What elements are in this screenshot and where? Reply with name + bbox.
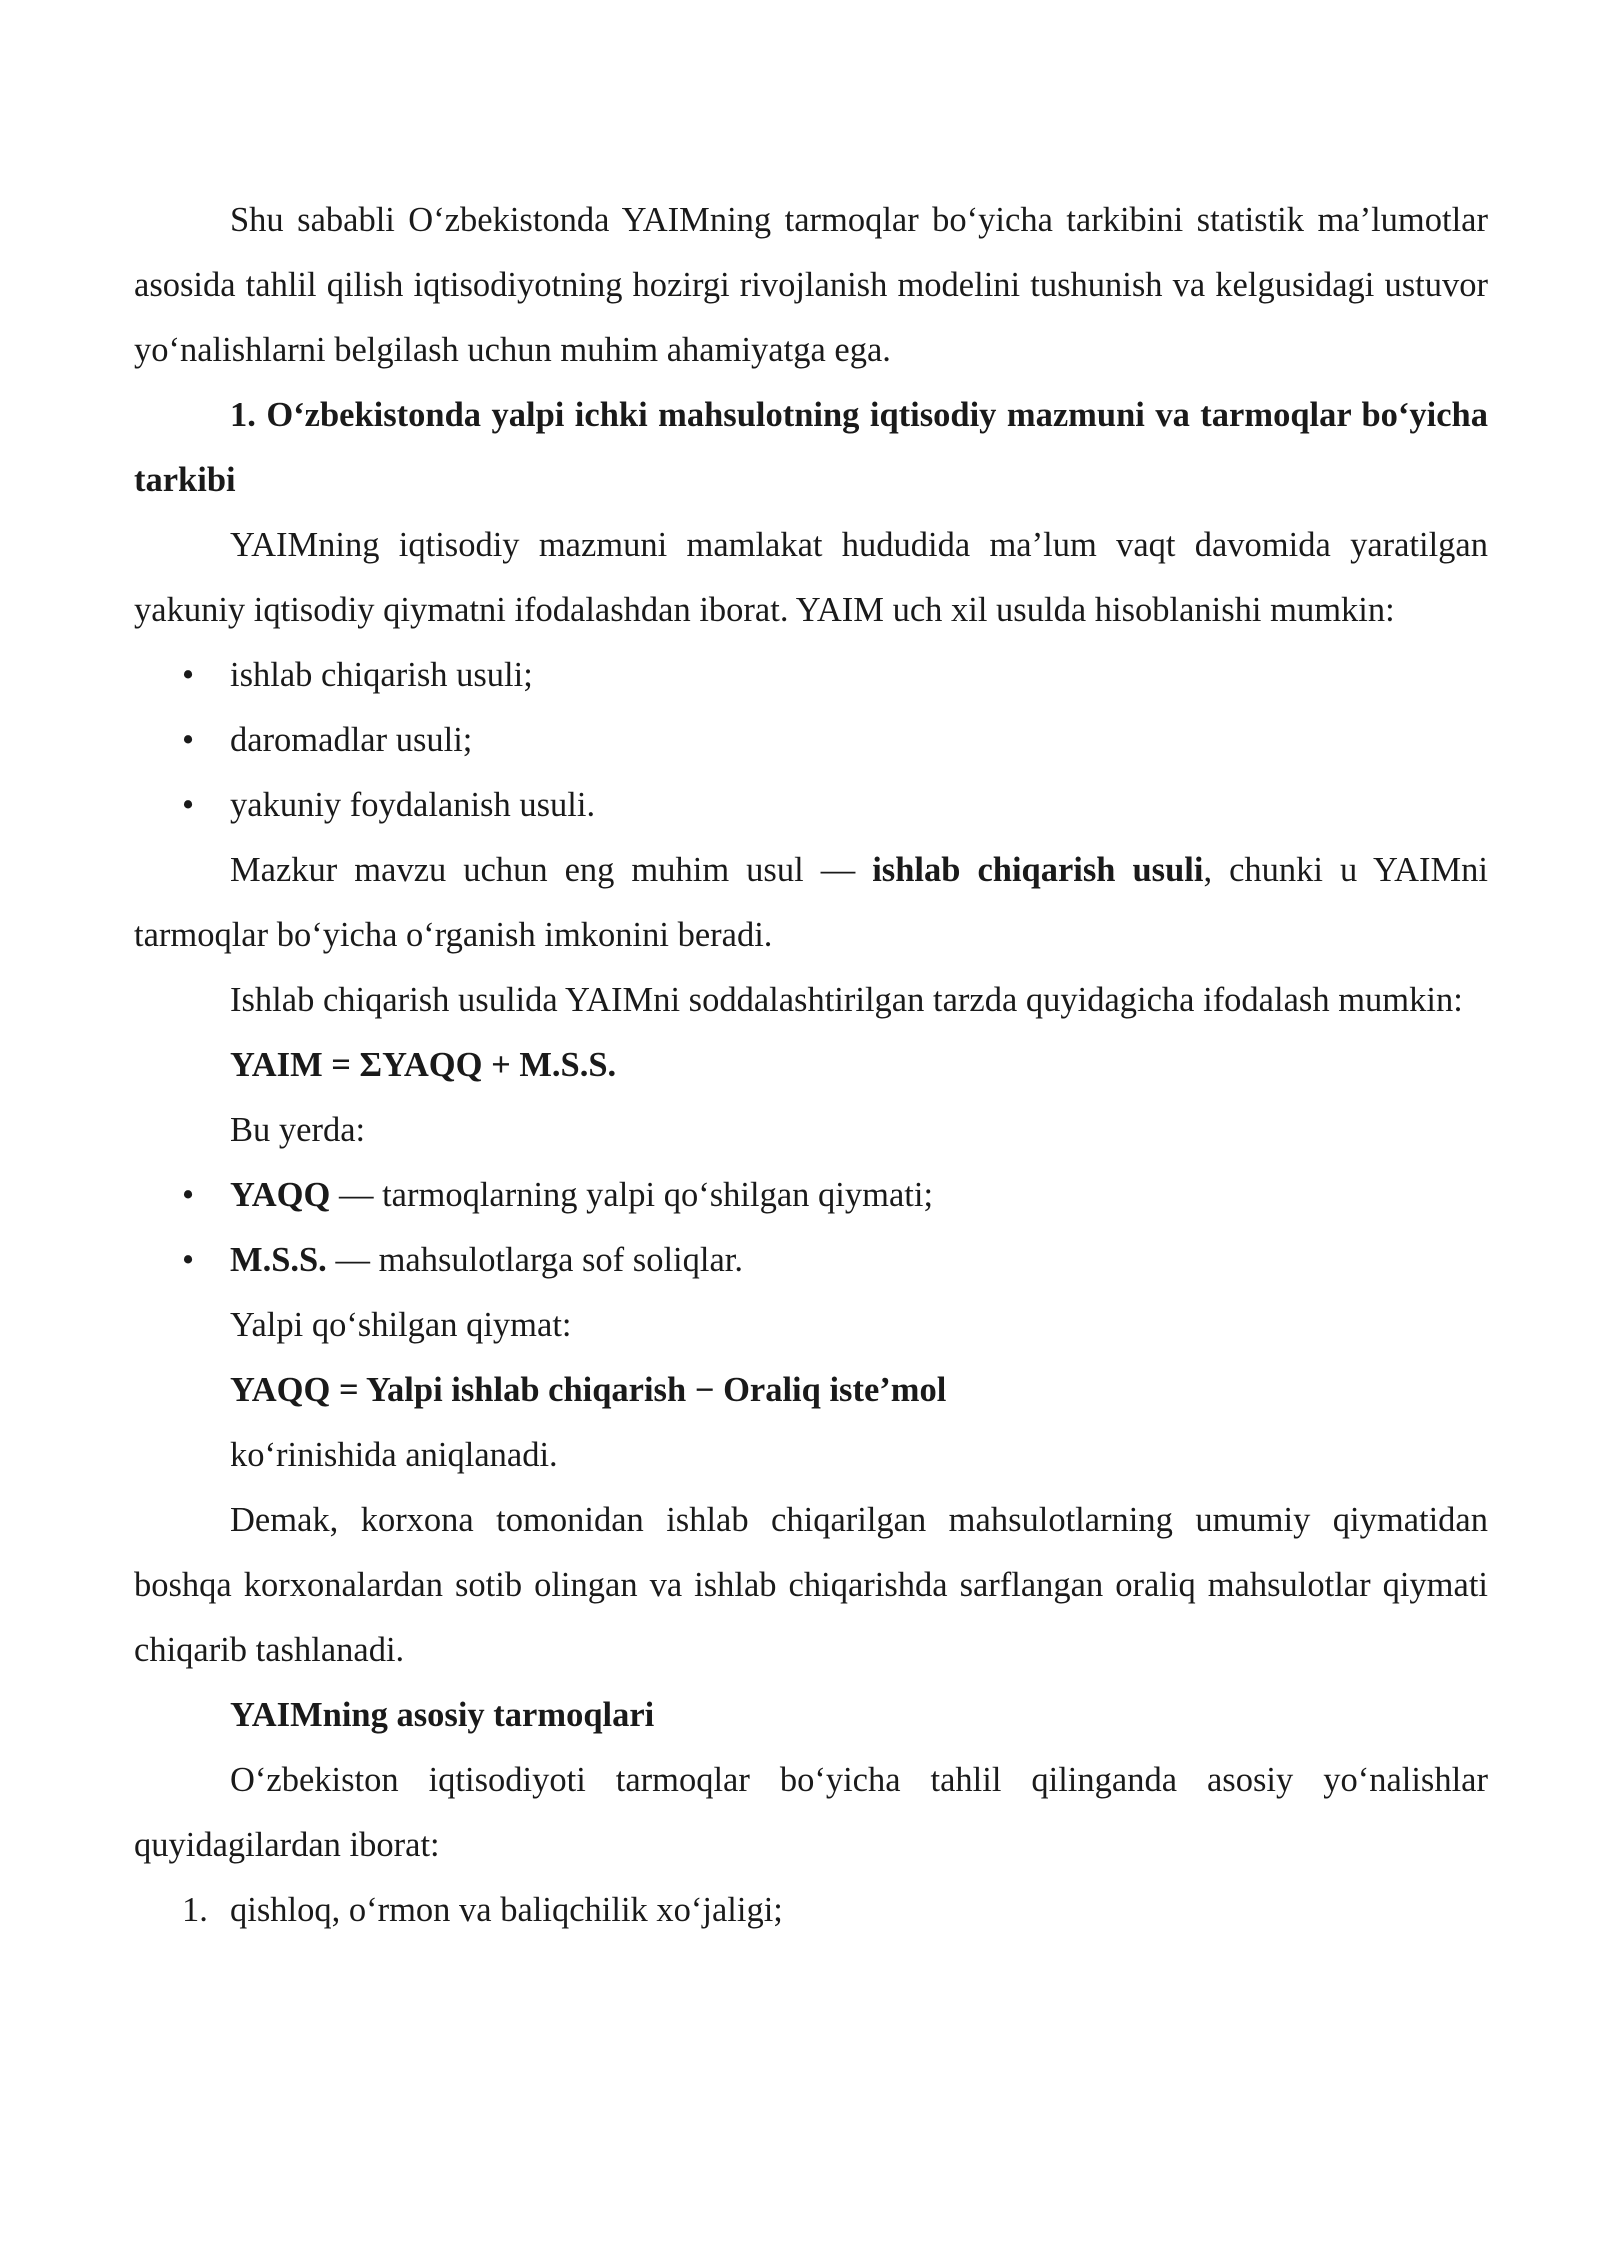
definitions-list: [134, 1163, 1488, 1293]
definition-text: — tarmoqlarning yalpi qo‘shilgan qiymati;: [330, 1176, 934, 1214]
list-number: 1.: [182, 1891, 208, 1929]
bold-text-run: ishlab chiqarish usuli: [872, 851, 1204, 889]
section-heading-1: 1. O‘zbekistonda yalpi ichki mahsulotning iqtisodiy mazmuni va tarmoqlar bo‘yicha tarkibi: [134, 396, 1488, 499]
list-item: [134, 1163, 1488, 1228]
list-item: [134, 1228, 1488, 1293]
value-added-label: Yalpi qo‘shilgan qiymat:: [230, 1306, 572, 1344]
list-item: [134, 773, 1488, 838]
text-run: , chunki u YAIMni tarmoqlar bo‘yicha o‘rganish imkonini beradi.: [134, 851, 1488, 954]
list-item: [134, 708, 1488, 773]
section-heading-2: YAIMning asosiy tarmoqlari: [230, 1696, 655, 1734]
formula-gdp: YAIM = ΣYAQQ + M.S.S.: [230, 1046, 617, 1084]
main-method-paragraph: [134, 838, 1488, 968]
conclusion-paragraph: Demak, korxona tomonidan ishlab chiqarilgan mahsulotlarning umumiy qiymatidan boshqa korxonalardan sotib olingan va ishlab chiqarishda sarflangan oraliq mahsulotlar qiymati chiqarib tashlanadi.: [134, 1501, 1488, 1669]
bullet-marker: •: [182, 721, 195, 759]
method-text: ishlab chiqarish usuli;: [230, 656, 533, 694]
method-text: yakuniy foydalanish usuli.: [230, 786, 596, 824]
method-text: daromadlar usuli;: [230, 721, 473, 759]
bullet-marker: •: [182, 786, 195, 824]
text-run: Mazkur mavzu uchun eng muhim usul —: [230, 851, 873, 889]
list-item: [134, 1878, 1488, 1943]
document-page: [134, 188, 1488, 1943]
formula-value-added: YAQQ = Yalpi ishlab chiqarish − Oraliq iste’mol: [230, 1371, 947, 1409]
sectors-list: [134, 1878, 1488, 1943]
definition-term: YAQQ: [230, 1176, 331, 1214]
defined-as-text: ko‘rinishida aniqlanadi.: [230, 1436, 558, 1474]
list-item: [134, 643, 1488, 708]
definition-text: — mahsulotlarga sof soliqlar.: [326, 1241, 744, 1279]
bullet-marker: •: [182, 1176, 195, 1214]
bullet-marker: •: [182, 656, 195, 694]
sector-text: qishloq, o‘rmon va baliqchilik xo‘jaligi;: [230, 1891, 783, 1929]
methods-list: [134, 643, 1488, 838]
production-method-paragraph: Ishlab chiqarish usulida YAIMni soddalashtirilgan tarzda quyidagicha ifodalash mumkin:: [230, 981, 1463, 1019]
gdp-content-paragraph: YAIMning iqtisodiy mazmuni mamlakat hududida ma’lum vaqt davomida yaratilgan yakuniy iqtisodiy qiymatni ifodalashdan iborat. YAIM uch xil usulda hisoblanishi mumkin:: [134, 526, 1488, 629]
intro-paragraph: Shu sababli O‘zbekistonda YAIMning tarmoqlar bo‘yicha tarkibini statistik ma’lumotlar asosida tahlil qilish iqtisodiyotning hozirgi rivojlanish modelini tushunish va kelgusidagi ustuvor yo‘nalishlarni belgilash uchun muhim ahamiyatga ega.: [134, 201, 1488, 369]
sectors-intro-paragraph: O‘zbekiston iqtisodiyoti tarmoqlar bo‘yicha tahlil qilinganda asosiy yo‘nalishlar quyidagilardan iborat:: [134, 1761, 1488, 1864]
definition-term: M.S.S.: [230, 1241, 327, 1279]
where-label: Bu yerda:: [230, 1111, 366, 1149]
bullet-marker: •: [182, 1241, 195, 1279]
